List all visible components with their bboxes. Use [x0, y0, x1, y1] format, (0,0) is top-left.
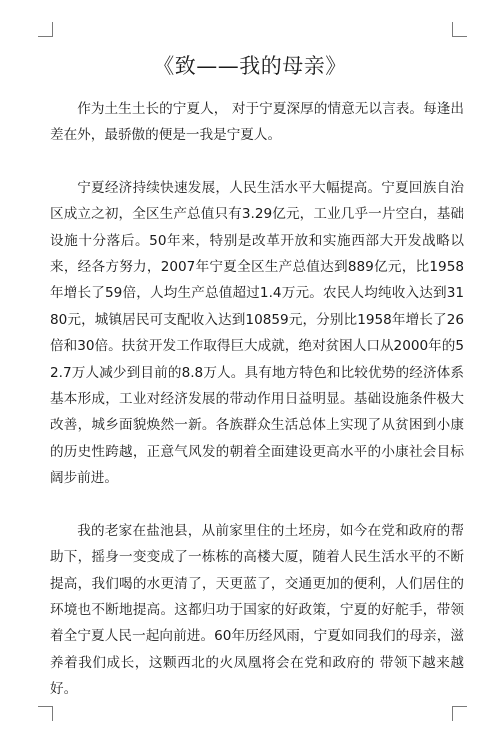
crop-mark-bottom-right: [452, 706, 467, 721]
crop-mark-top-left: [38, 22, 53, 37]
paragraph-hometown: 我的老家在盐池县，从前家里住的土坯房，如今在党和政府的帮助下，摇身一变变成了一栋栋的高楼大厦，随着人民生活水平的不断提高，我们喝的水更清了，天更蓝了，交通更加的便利，人们居住的环境也不断地提高。这都归功于国家的好政策，宁夏的好舵手，带领着全宁夏人民一起向前进。60年历经风雨，宁夏如同我们的母亲，滋养着我们成长，这颗西北的火凤凰将会在党和政府的 带领下越来越好。: [50, 522, 464, 698]
crop-mark-top-right: [452, 22, 467, 37]
document-body: [50, 96, 464, 703]
paragraph-intro: 作为土生土长的宁夏人， 对于宁夏深厚的情意无以言表。每逢出差在外，最骄傲的便是一我是宁夏人。: [50, 101, 464, 144]
crop-mark-bottom-left: [38, 706, 53, 721]
paragraph-economy: 宁夏经济持续快速发展，人民生活水平大幅提高。宁夏回族自治区成立之初，全区生产总值只有3.29亿元，工业几乎一片空白，基础设施十分落后。50年来，特别是改革开放和实施西部大开发战略以来，经各方努力，2007年宁夏全区生产总值达到889亿元，比1958年增长了59倍，人均生产总值超过1.4万元。农民人均纯收入达到3180元，城镇居民可支配收入达到10859元，分别比1958年增长了26倍和30倍。扶贫开发工作取得巨大成就，绝对贫困人口从2000年的52.7万人减少到目前的8.8万人。具有地方特色和比较优势的经济体系基本形成，工业对经济发展的带动作用日益明显。基础设施条件极大改善，城乡面貌焕然一新。各族群众生活总体上实现了从贫困到小康的历史性跨越，正意气风发的朝着全面建设更高水平的小康社会目标阔步前进。: [50, 179, 464, 487]
document-title: 《致——我的母亲》: [153, 54, 347, 78]
